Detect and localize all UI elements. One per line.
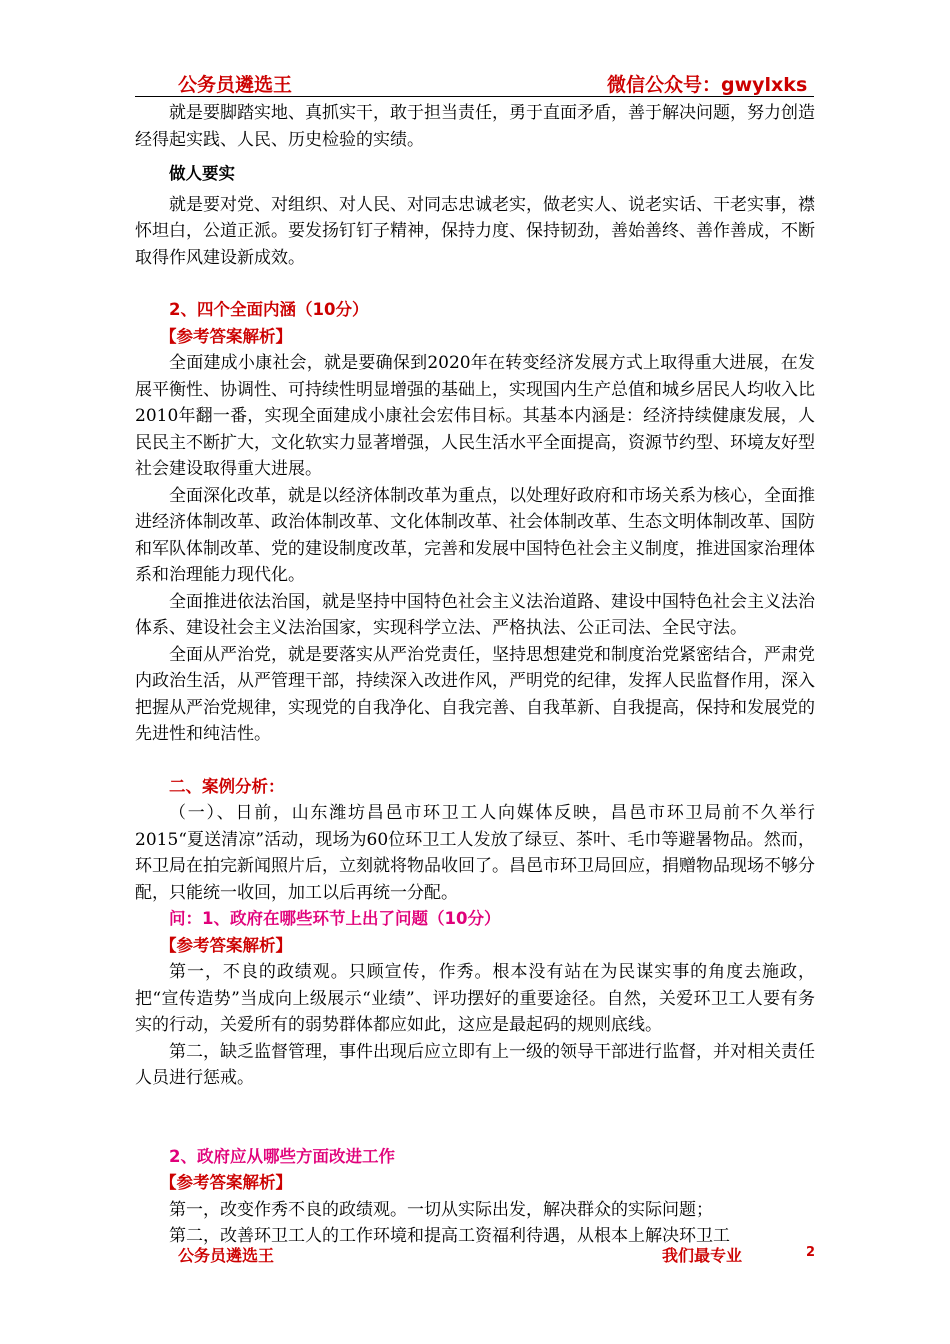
case-question-1: 问：1、政府在哪些环节上出了问题（10分） xyxy=(169,909,501,928)
case-question-1-paragraph-1: 第一，不良的政绩观。只顾宣传，作秀。根本没有站在为民谋实事的角度去施政，把“宣传造势”当成向上级展示“业绩”、评功摆好的重要途径。自然，关爱环卫工人要有务实的行动，关爱所有的弱势群体都应如此，这应是最起码的规则底线。 xyxy=(135,962,815,1035)
header-wechat-account: 微信公众号：gwylxks xyxy=(607,74,808,96)
question-2-paragraph-2: 全面深化改革，就是以经济体制改革为重点，以处理好政府和市场关系为核心，全面推进经济体制改革、政治体制改革、文化体制改革、社会体制改革、生态文明体制改革、国防和军队体制改革、党的建设制度改革，完善和发展中国特色社会主义制度，推进国家治理体系和治理能力现代化。 xyxy=(135,485,815,585)
footer-brand: 公务员遴选王 xyxy=(178,1246,275,1265)
case-question-2: 2、政府应从哪些方面改进工作 xyxy=(169,1146,395,1166)
case-question-1-answer-label: 【参考答案解析】 xyxy=(160,935,292,955)
case-question-2-paragraph-2: 第二，改善环卫工人的工作环境和提高工资福利待遇，从根本上解决环卫工 xyxy=(169,1226,730,1246)
question-2-title: 2、四个全面内涵（10分） xyxy=(169,300,369,319)
paragraph-zuoren: 就是要对党、对组织、对人民、对同志忠诚老实，做老实人、说老实话、干老实事，襟怀坦白，公道正派。要发扬钉钉子精神，保持力度、保持韧劲，善始善终、善作善成，不断取得作风建设新成效。 xyxy=(135,194,815,268)
page-number: 2 xyxy=(806,1245,816,1260)
heading-zuoren: 做人要实 xyxy=(169,164,235,183)
document-body xyxy=(135,98,815,1250)
section-case-analysis-title: 二、案例分析： xyxy=(169,776,285,796)
question-2-paragraph-4: 全面从严治党，就是要落实从严治党责任，坚持思想建党和制度治党紧密结合，严肃党内政治生活，从严管理干部，持续深入改进作风，严明党的纪律，发挥人民监督作用，深入把握从严治党规律，实现党的自我净化、自我完善、自我革新、自我提高，保持和发展党的先进性和纯洁性。 xyxy=(135,644,815,744)
header-divider xyxy=(135,96,814,97)
question-2-answer-label: 【参考答案解析】 xyxy=(160,326,292,346)
case-question-2-answer-label: 【参考答案解析】 xyxy=(160,1173,292,1192)
case-question-2-paragraph-1: 第一，改变作秀不良的政绩观。一切从实际出发，解决群众的实际问题； xyxy=(169,1199,713,1220)
footer-slogan: 我们最专业 xyxy=(662,1246,743,1265)
question-2-paragraph-3: 全面推进依法治国，就是坚持中国特色社会主义法治道路、建设中国特色社会主义法治体系、建设社会主义法治国家，实现科学立法、严格执法、公正司法、全民守法。 xyxy=(135,591,815,638)
paragraph-intro: 就是要脚踏实地、真抓实干，敢于担当责任，勇于直面矛盾，善于解决问题，努力创造经得起实践、人民、历史检验的实绩。 xyxy=(135,103,815,150)
case-paragraph: （一）、日前，山东潍坊昌邑市环卫工人向媒体反映，昌邑市环卫局前不久举行2015“夏送清凉”活动，现场为60位环卫工人发放了绿豆、茶叶、毛巾等避暑物品。然而，环卫局在拍完新闻照片后，立刻就将物品收回了。昌邑市环卫局回应，捐赠物品现场不够分配，只能统一收回，加工以后再统一分配。 xyxy=(135,803,815,903)
case-question-1-paragraph-2: 第二，缺乏监督管理，事件出现后应立即有上一级的领导干部进行监督，并对相关责任人员进行惩戒。 xyxy=(135,1041,815,1088)
header-brand: 公务员遴选王 xyxy=(178,74,293,96)
question-2-paragraph-1: 全面建成小康社会，就是要确保到2020年在转变经济发展方式上取得重大进展，在发展平衡性、协调性、可持续性明显增强的基础上，实现国内生产总值和城乡居民人均收入比2010年翻一番，实现全面建成小康社会宏伟目标。其基本内涵是：经济持续健康发展，人民民主不断扩大，文化软实力显著增强，人民生活水平全面提高，资源节约型、环境友好型社会建设取得重大进展。 xyxy=(135,353,815,479)
